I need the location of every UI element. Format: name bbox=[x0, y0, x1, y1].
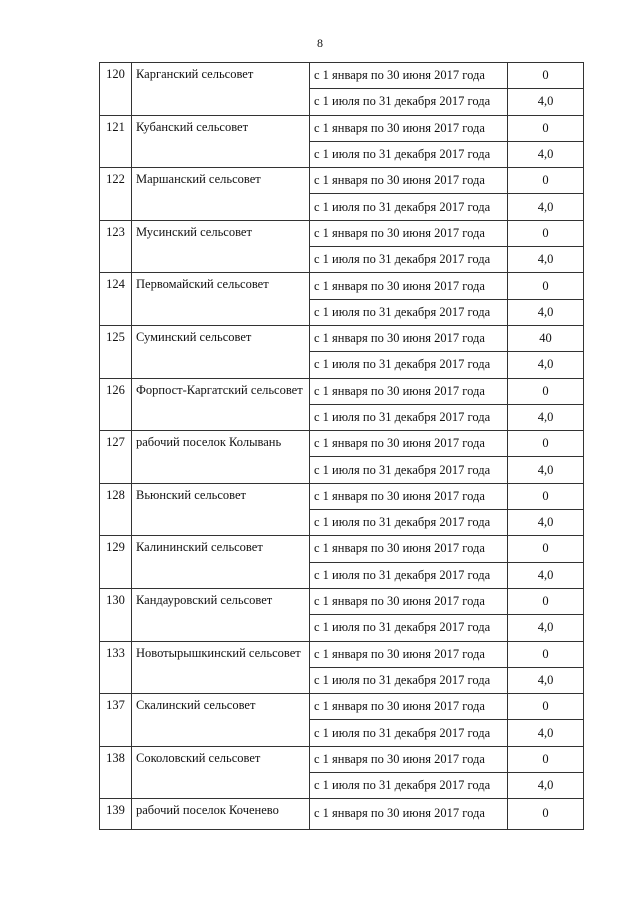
period-cell: с 1 января по 30 июня 2017 года bbox=[310, 799, 508, 829]
row-number: 129 bbox=[100, 536, 132, 589]
municipality-name: Форпост-Каргатский сельсовет bbox=[132, 378, 310, 431]
period-cell: с 1 июля по 31 декабря 2017 года bbox=[310, 667, 508, 693]
period-cell: с 1 января по 30 июня 2017 года bbox=[310, 273, 508, 299]
municipality-name: Маршанский сельсовет bbox=[132, 168, 310, 221]
page-number: 8 bbox=[317, 36, 323, 50]
table-row bbox=[100, 483, 584, 509]
period-cell: с 1 июля по 31 декабря 2017 года bbox=[310, 404, 508, 430]
rate-cell: 0 bbox=[508, 483, 584, 509]
table-row bbox=[100, 325, 584, 351]
table-row bbox=[100, 220, 584, 246]
table-row bbox=[100, 536, 584, 562]
row-number: 138 bbox=[100, 746, 132, 799]
row-number: 128 bbox=[100, 483, 132, 536]
row-number: 121 bbox=[100, 115, 132, 168]
period-cell: с 1 июля по 31 декабря 2017 года bbox=[310, 457, 508, 483]
row-number: 127 bbox=[100, 431, 132, 484]
row-number: 123 bbox=[100, 220, 132, 273]
table-row bbox=[100, 168, 584, 194]
rate-cell: 0 bbox=[508, 588, 584, 614]
table-row bbox=[100, 746, 584, 772]
table-row bbox=[100, 273, 584, 299]
rate-cell: 4,0 bbox=[508, 562, 584, 588]
municipality-name: Соколовский сельсовет bbox=[132, 746, 310, 799]
period-cell: с 1 января по 30 июня 2017 года bbox=[310, 536, 508, 562]
rate-cell: 0 bbox=[508, 115, 584, 141]
period-cell: с 1 июля по 31 декабря 2017 года bbox=[310, 352, 508, 378]
rate-cell: 4,0 bbox=[508, 615, 584, 641]
table-row bbox=[100, 694, 584, 720]
period-cell: с 1 июля по 31 декабря 2017 года bbox=[310, 194, 508, 220]
municipality-name: Вьюнский сельсовет bbox=[132, 483, 310, 536]
municipality-name: Суминский сельсовет bbox=[132, 325, 310, 378]
table-row bbox=[100, 63, 584, 89]
row-number: 139 bbox=[100, 799, 132, 829]
rate-cell: 0 bbox=[508, 536, 584, 562]
period-cell: с 1 января по 30 июня 2017 года bbox=[310, 378, 508, 404]
rate-cell: 0 bbox=[508, 641, 584, 667]
rate-cell: 0 bbox=[508, 168, 584, 194]
rate-cell: 4,0 bbox=[508, 404, 584, 430]
rate-cell: 0 bbox=[508, 694, 584, 720]
table-row bbox=[100, 588, 584, 614]
period-cell: с 1 января по 30 июня 2017 года bbox=[310, 588, 508, 614]
period-cell: с 1 июля по 31 декабря 2017 года bbox=[310, 141, 508, 167]
period-cell: с 1 января по 30 июня 2017 года bbox=[310, 168, 508, 194]
row-number: 126 bbox=[100, 378, 132, 431]
period-cell: с 1 июля по 31 декабря 2017 года bbox=[310, 247, 508, 273]
period-cell: с 1 июля по 31 декабря 2017 года bbox=[310, 89, 508, 115]
rate-cell: 4,0 bbox=[508, 89, 584, 115]
row-number: 137 bbox=[100, 694, 132, 747]
period-cell: с 1 января по 30 июня 2017 года bbox=[310, 431, 508, 457]
rate-cell: 4,0 bbox=[508, 141, 584, 167]
rate-cell: 4,0 bbox=[508, 352, 584, 378]
table-row bbox=[100, 115, 584, 141]
row-number: 133 bbox=[100, 641, 132, 694]
period-cell: с 1 января по 30 июня 2017 года bbox=[310, 325, 508, 351]
row-number: 124 bbox=[100, 273, 132, 326]
rate-cell: 4,0 bbox=[508, 194, 584, 220]
table-row bbox=[100, 378, 584, 404]
municipality-name: Первомайский сельсовет bbox=[132, 273, 310, 326]
rate-cell: 0 bbox=[508, 431, 584, 457]
period-cell: с 1 января по 30 июня 2017 года bbox=[310, 220, 508, 246]
municipality-name: Кубанский сельсовет bbox=[132, 115, 310, 168]
rate-cell: 4,0 bbox=[508, 510, 584, 536]
rate-cell: 4,0 bbox=[508, 247, 584, 273]
municipality-name: рабочий поселок Коченево bbox=[132, 799, 310, 829]
rate-cell: 0 bbox=[508, 220, 584, 246]
rate-cell: 0 bbox=[508, 746, 584, 772]
period-cell: с 1 июля по 31 декабря 2017 года bbox=[310, 562, 508, 588]
rate-cell: 0 bbox=[508, 273, 584, 299]
rate-cell: 4,0 bbox=[508, 667, 584, 693]
municipality-name: Мусинский сельсовет bbox=[132, 220, 310, 273]
municipality-name: Калининский сельсовет bbox=[132, 536, 310, 589]
row-number: 125 bbox=[100, 325, 132, 378]
rate-cell: 0 bbox=[508, 63, 584, 89]
rate-cell: 0 bbox=[508, 378, 584, 404]
municipality-name: рабочий поселок Колывань bbox=[132, 431, 310, 484]
period-cell: с 1 января по 30 июня 2017 года bbox=[310, 483, 508, 509]
municipality-name: Скалинский сельсовет bbox=[132, 694, 310, 747]
row-number: 122 bbox=[100, 168, 132, 221]
rate-cell: 4,0 bbox=[508, 299, 584, 325]
municipality-name: Карганский сельсовет bbox=[132, 63, 310, 116]
rate-cell: 0 bbox=[508, 799, 584, 829]
period-cell: с 1 января по 30 июня 2017 года bbox=[310, 641, 508, 667]
table-body bbox=[100, 63, 584, 830]
rate-cell: 4,0 bbox=[508, 720, 584, 746]
period-cell: с 1 июля по 31 декабря 2017 года bbox=[310, 773, 508, 799]
period-cell: с 1 января по 30 июня 2017 года bbox=[310, 63, 508, 89]
period-cell: с 1 июля по 31 декабря 2017 года bbox=[310, 299, 508, 325]
municipality-name: Кандауровский сельсовет bbox=[132, 588, 310, 641]
rate-cell: 4,0 bbox=[508, 773, 584, 799]
table-row bbox=[100, 799, 584, 829]
period-cell: с 1 июля по 31 декабря 2017 года bbox=[310, 510, 508, 536]
period-cell: с 1 января по 30 июня 2017 года bbox=[310, 694, 508, 720]
rates-table bbox=[99, 62, 584, 830]
row-number: 130 bbox=[100, 588, 132, 641]
rate-cell: 40 bbox=[508, 325, 584, 351]
table-row bbox=[100, 641, 584, 667]
municipality-name: Новотырышкинский сельсовет bbox=[132, 641, 310, 694]
period-cell: с 1 января по 30 июня 2017 года bbox=[310, 115, 508, 141]
rate-cell: 4,0 bbox=[508, 457, 584, 483]
period-cell: с 1 июля по 31 декабря 2017 года bbox=[310, 720, 508, 746]
table-row bbox=[100, 431, 584, 457]
row-number: 120 bbox=[100, 63, 132, 116]
period-cell: с 1 января по 30 июня 2017 года bbox=[310, 746, 508, 772]
period-cell: с 1 июля по 31 декабря 2017 года bbox=[310, 615, 508, 641]
